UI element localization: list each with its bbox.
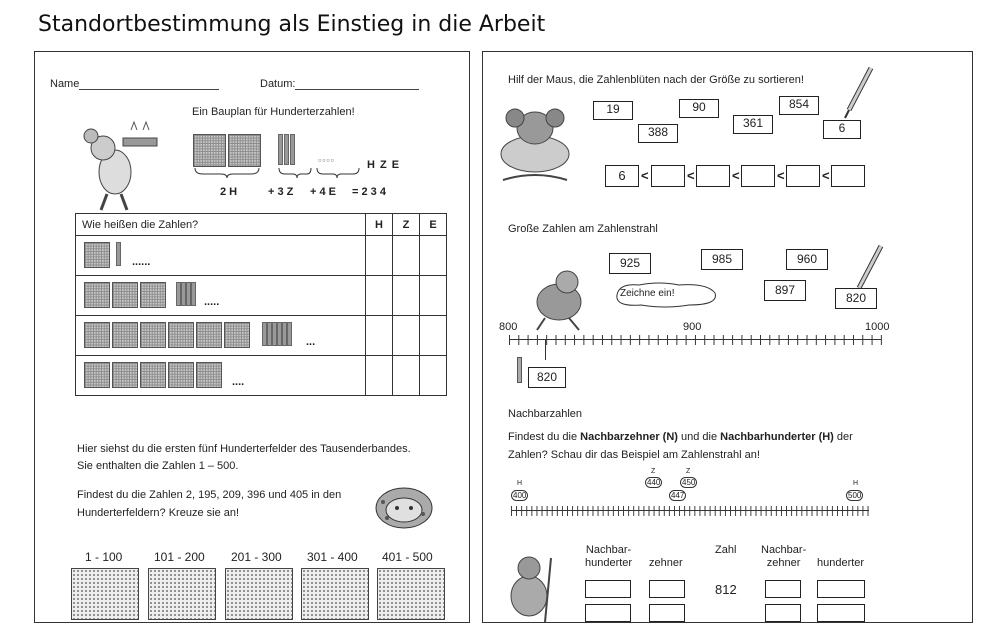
- zahlenstrahl-title: Große Zahlen am Zahlenstrahl: [508, 223, 658, 235]
- flower-number: 6: [823, 120, 861, 139]
- less-than-sign: <: [777, 168, 785, 183]
- hundred-block: [112, 362, 138, 388]
- sort-box[interactable]: [786, 165, 820, 187]
- hundred-field-3[interactable]: [225, 568, 293, 620]
- unit-cubes: ▫▫▫▫: [318, 155, 335, 165]
- answer-box-hunderter-left[interactable]: [585, 580, 631, 598]
- instruction-text-2b: Hunderterfeldern? Kreuze sie an!: [77, 507, 240, 519]
- unit-dots: ......: [132, 256, 151, 268]
- cell-h[interactable]: [366, 236, 393, 276]
- strahl-number: 820: [835, 288, 877, 309]
- table-row: [76, 276, 447, 316]
- bauplan-title: Ein Bauplan für Hunderterzahlen!: [192, 106, 355, 118]
- ten-rod: [191, 282, 196, 306]
- ten-rod: [284, 134, 289, 165]
- pencil-icon: [517, 357, 522, 383]
- col-nachbarzehner-2: Nachbar- zehner: [761, 544, 807, 569]
- answer-box-zehner-right[interactable]: [765, 580, 801, 598]
- flower-number: 19: [593, 101, 633, 120]
- strahl-number: 985: [701, 249, 743, 270]
- mark-500: 500: [848, 491, 862, 500]
- axis-label: 900: [683, 321, 702, 333]
- strahl-number: 925: [609, 253, 651, 274]
- table-header-z: Z: [393, 214, 420, 236]
- sort-box-first[interactable]: 6: [605, 165, 639, 187]
- range-label: 1 - 100: [85, 550, 123, 564]
- unit-dots: .....: [204, 296, 220, 308]
- table-row: [76, 236, 447, 276]
- cell-h[interactable]: [366, 316, 393, 356]
- hundred-block: [84, 242, 110, 268]
- hundred-block: [140, 322, 166, 348]
- hundred-field-2[interactable]: [148, 568, 216, 620]
- left-worksheet-panel: [34, 51, 470, 623]
- less-than-sign: <: [732, 168, 740, 183]
- sort-box[interactable]: [651, 165, 685, 187]
- cell-z[interactable]: [393, 356, 420, 396]
- mouse-instruction: Hilf der Maus, die Zahlenblüten nach der Größe zu sortieren!: [508, 74, 804, 86]
- strahl-number: 960: [786, 249, 828, 270]
- flower-number: 854: [779, 96, 819, 115]
- answer-box-hunderter-right[interactable]: [817, 580, 865, 598]
- ten-rod: [290, 134, 295, 165]
- zahl-value: 812: [715, 582, 737, 597]
- table-header-h: H: [366, 214, 393, 236]
- hundred-block: [84, 322, 110, 348]
- instruction-text-2a: Findest du die Zahlen 2, 195, 209, 396 und 405 in den: [77, 489, 342, 501]
- range-label: 401 - 500: [382, 550, 433, 564]
- hundred-field-4[interactable]: [301, 568, 369, 620]
- table-header-question: Wie heißen die Zahlen?: [76, 214, 366, 236]
- bauplan-part-z: + 3 Z: [268, 186, 294, 198]
- range-label: 101 - 200: [154, 550, 205, 564]
- example-value-box: 820: [528, 367, 566, 388]
- mark-z-left: Z: [651, 468, 656, 475]
- unit-dots: ....: [232, 376, 245, 388]
- less-than-sign: <: [641, 168, 649, 183]
- mark-h-left: H: [517, 480, 523, 487]
- cheese-mouse-illustration: [373, 480, 435, 530]
- instruction-text-1b: Sie enthalten die Zahlen 1 – 500.: [77, 460, 239, 472]
- right-worksheet-panel: [482, 51, 973, 623]
- less-than-sign: <: [822, 168, 830, 183]
- col-nachbarhunderter: Nachbar- hunderter: [585, 544, 633, 569]
- nachbar-instruction-1: Findest du die Nachbarzehner (N) und die Nachbarhunderter (H) der: [508, 431, 853, 443]
- axis-label: 1000: [865, 321, 890, 333]
- mark-400: 400: [513, 491, 527, 500]
- ten-rod: [116, 242, 121, 266]
- date-field[interactable]: [260, 78, 419, 90]
- table-header-e: E: [420, 214, 447, 236]
- hundred-block: [224, 322, 250, 348]
- col-nachbarhunderter-2: hunderter: [817, 557, 865, 569]
- table-row: [76, 316, 447, 356]
- flower-number: 361: [733, 115, 773, 134]
- cell-e[interactable]: [420, 236, 447, 276]
- sort-box[interactable]: [741, 165, 775, 187]
- mouse-illustration: [73, 118, 163, 214]
- hundred-block: [168, 322, 194, 348]
- name-field[interactable]: [50, 78, 219, 90]
- answer-box[interactable]: [817, 604, 865, 622]
- running-mouse-illustration: [523, 264, 601, 334]
- sort-box[interactable]: [831, 165, 865, 187]
- cell-h[interactable]: [366, 356, 393, 396]
- col-nachbarzehner: zehner: [649, 557, 683, 569]
- mark-h-right: H: [853, 480, 859, 487]
- bauplan-part-e: + 4 E: [310, 186, 336, 198]
- cell-h[interactable]: [366, 276, 393, 316]
- col-zahl: Zahl: [715, 544, 737, 556]
- answer-box[interactable]: [585, 604, 631, 622]
- hundred-block: [140, 362, 166, 388]
- hundred-field-1[interactable]: [71, 568, 139, 620]
- table-row: [76, 356, 447, 396]
- cell-z[interactable]: [393, 316, 420, 356]
- range-label: 201 - 300: [231, 550, 282, 564]
- nachbar-ticks: [511, 506, 869, 516]
- cell-z[interactable]: [393, 236, 420, 276]
- hundred-block: [84, 362, 110, 388]
- mark-447: 447: [671, 491, 685, 500]
- strahl-number: 897: [764, 280, 806, 301]
- less-than-sign: <: [687, 168, 695, 183]
- page-title: Standortbestimmung als Einstieg in die Arbeit: [38, 12, 546, 37]
- answer-box-zehner-left[interactable]: [649, 580, 685, 598]
- hundred-block: [112, 282, 138, 308]
- answer-box[interactable]: [649, 604, 685, 622]
- flower-number: 388: [638, 124, 678, 143]
- answer-box[interactable]: [765, 604, 801, 622]
- cell-e[interactable]: [420, 356, 447, 396]
- mark-440: 440: [647, 478, 661, 487]
- axis-label: 800: [499, 321, 518, 333]
- hundred-block: [196, 322, 222, 348]
- nachbar-title: Nachbarzahlen: [508, 408, 582, 420]
- instruction-text-1a: Hier siehst du die ersten fünf Hunderterfelder des Tausenderbandes.: [77, 443, 411, 455]
- pencil-icon: [841, 66, 875, 120]
- range-label: 301 - 400: [307, 550, 358, 564]
- hundred-block: [193, 134, 226, 167]
- hundred-block: [112, 322, 138, 348]
- hundred-block: [228, 134, 261, 167]
- hundred-block: [140, 282, 166, 308]
- cell-z[interactable]: [393, 276, 420, 316]
- cell-e[interactable]: [420, 276, 447, 316]
- mark-z-right: Z: [686, 468, 691, 475]
- date-label: Datum:: [260, 78, 296, 90]
- hundred-block: [168, 362, 194, 388]
- cell-e[interactable]: [420, 316, 447, 356]
- sort-box[interactable]: [696, 165, 730, 187]
- hze-header: H Z E: [367, 159, 401, 171]
- unit-dots: ...: [306, 336, 316, 348]
- zahlen-table: [75, 213, 447, 396]
- flower-mouse-illustration: [493, 100, 575, 188]
- mouse-with-stick-illustration: [501, 552, 565, 622]
- bauplan-result: = 2 3 4: [352, 186, 386, 198]
- bauplan-brackets: [193, 166, 363, 180]
- hundred-block: [84, 282, 110, 308]
- hundred-field-5[interactable]: [377, 568, 445, 620]
- mark-450: 450: [682, 478, 696, 487]
- ten-rod: [287, 322, 292, 346]
- speech-bubble-text: Zeichne ein!: [620, 288, 675, 299]
- bauplan-part-h: 2 H: [220, 186, 238, 198]
- flower-number: 90: [679, 99, 719, 118]
- name-label: Name: [50, 78, 80, 90]
- nachbar-instruction-2: Zahlen? Schau dir das Beispiel am Zahlenstrahl an!: [508, 449, 760, 461]
- ten-rod: [278, 134, 283, 165]
- number-line-ticks: [509, 335, 882, 345]
- example-marker: [545, 340, 546, 360]
- hundred-block: [196, 362, 222, 388]
